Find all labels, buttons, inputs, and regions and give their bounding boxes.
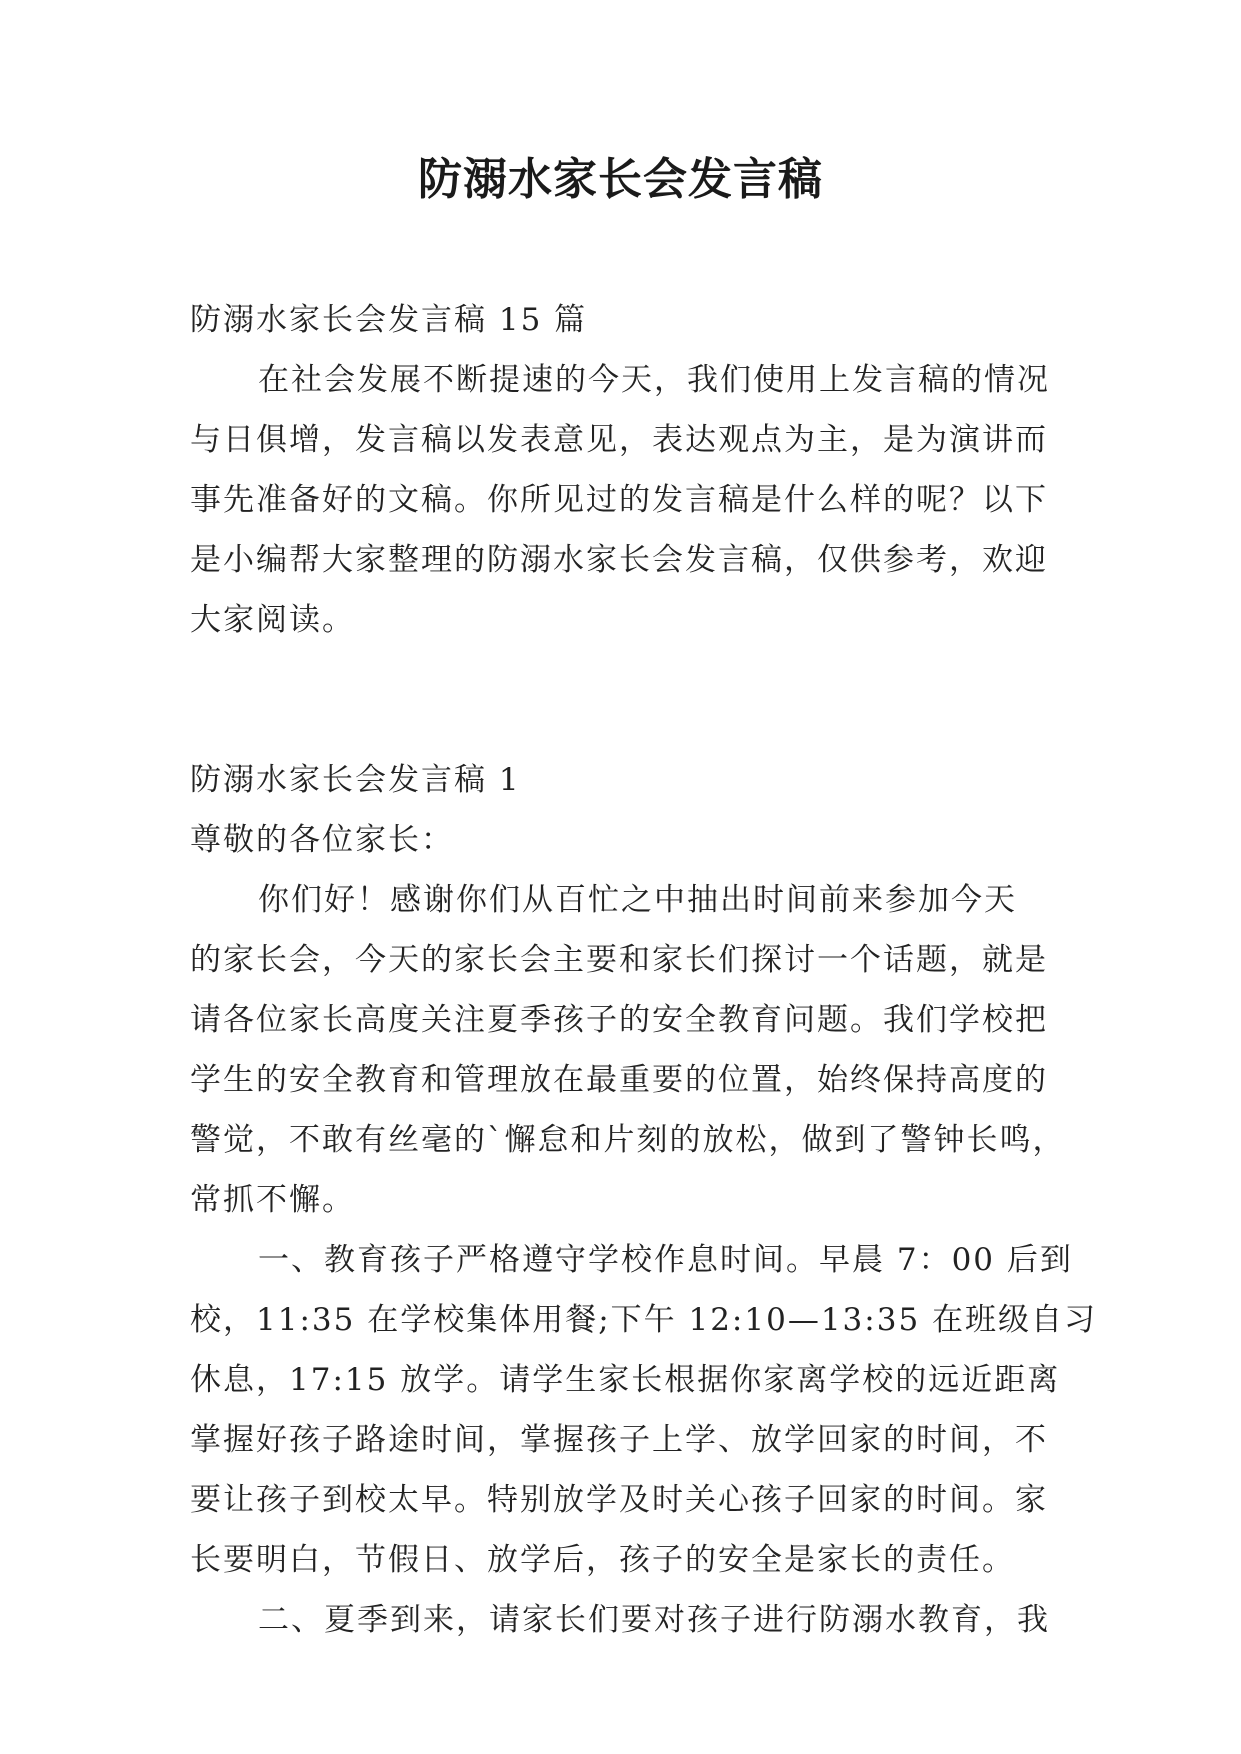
paragraph-line: 事先准备好的文稿。你所见过的发言稿是什么样的呢？以下 xyxy=(190,482,1048,518)
paragraph-line: 是小编帮大家整理的防溺水家长会发言稿，仅供参考，欢迎 xyxy=(190,542,1048,578)
paragraph-line: 休息，17:15 放学。请学生家长根据你家离学校的远近距离 xyxy=(190,1362,1061,1398)
paragraph-line: 与日俱增，发言稿以发表意见，表达观点为主，是为演讲而 xyxy=(190,422,1048,458)
paragraph-line: 学生的安全教育和管理放在最重要的位置，始终保持高度的 xyxy=(190,1062,1048,1098)
paragraph-line: 掌握好孩子路途时间，掌握孩子上学、放学回家的时间，不 xyxy=(190,1422,1048,1458)
paragraph-line: 你们好！感谢你们从百忙之中抽出时间前来参加今天 xyxy=(258,882,1017,918)
section-heading: 防溺水家长会发言稿 1 xyxy=(190,762,521,798)
document-title: 防溺水家长会发言稿 xyxy=(418,154,823,205)
paragraph-line: 警觉，不敢有丝毫的`懈怠和片刻的放松，做到了警钟长鸣， xyxy=(190,1122,1066,1158)
salutation: 尊敬的各位家长： xyxy=(190,822,454,858)
paragraph-line: 常抓不懈。 xyxy=(190,1182,355,1218)
document-subtitle: 防溺水家长会发言稿 15 篇 xyxy=(190,302,588,338)
paragraph-line: 一、教育孩子严格遵守学校作息时间。早晨 7：00 后到 xyxy=(258,1242,1073,1278)
intro-paragraph xyxy=(190,350,1060,650)
paragraph-line: 的家长会，今天的家长会主要和家长们探讨一个话题，就是 xyxy=(190,942,1048,978)
paragraph-line: 校，11:35 在学校集体用餐;下午 12:10—13:35 在班级自习 xyxy=(190,1302,1098,1338)
paragraph-line: 二、夏季到来，请家长们要对孩子进行防溺水教育，我 xyxy=(258,1602,1050,1638)
paragraph-line: 在社会发展不断提速的今天，我们使用上发言稿的情况 xyxy=(258,362,1050,398)
paragraph-line: 要让孩子到校太早。特别放学及时关心孩子回家的时间。家 xyxy=(190,1482,1048,1518)
paragraph-line: 长要明白，节假日、放学后，孩子的安全是家长的责任。 xyxy=(190,1542,1015,1578)
paragraph-line: 大家阅读。 xyxy=(190,602,355,638)
body-paragraph xyxy=(190,1230,1098,1590)
document-body xyxy=(190,290,1098,1650)
body-paragraph xyxy=(190,1590,1060,1650)
body-paragraph xyxy=(190,870,1066,1230)
section-spacer xyxy=(190,650,1060,750)
paragraph-line: 请各位家长高度关注夏季孩子的安全教育问题。我们学校把 xyxy=(190,1002,1048,1038)
